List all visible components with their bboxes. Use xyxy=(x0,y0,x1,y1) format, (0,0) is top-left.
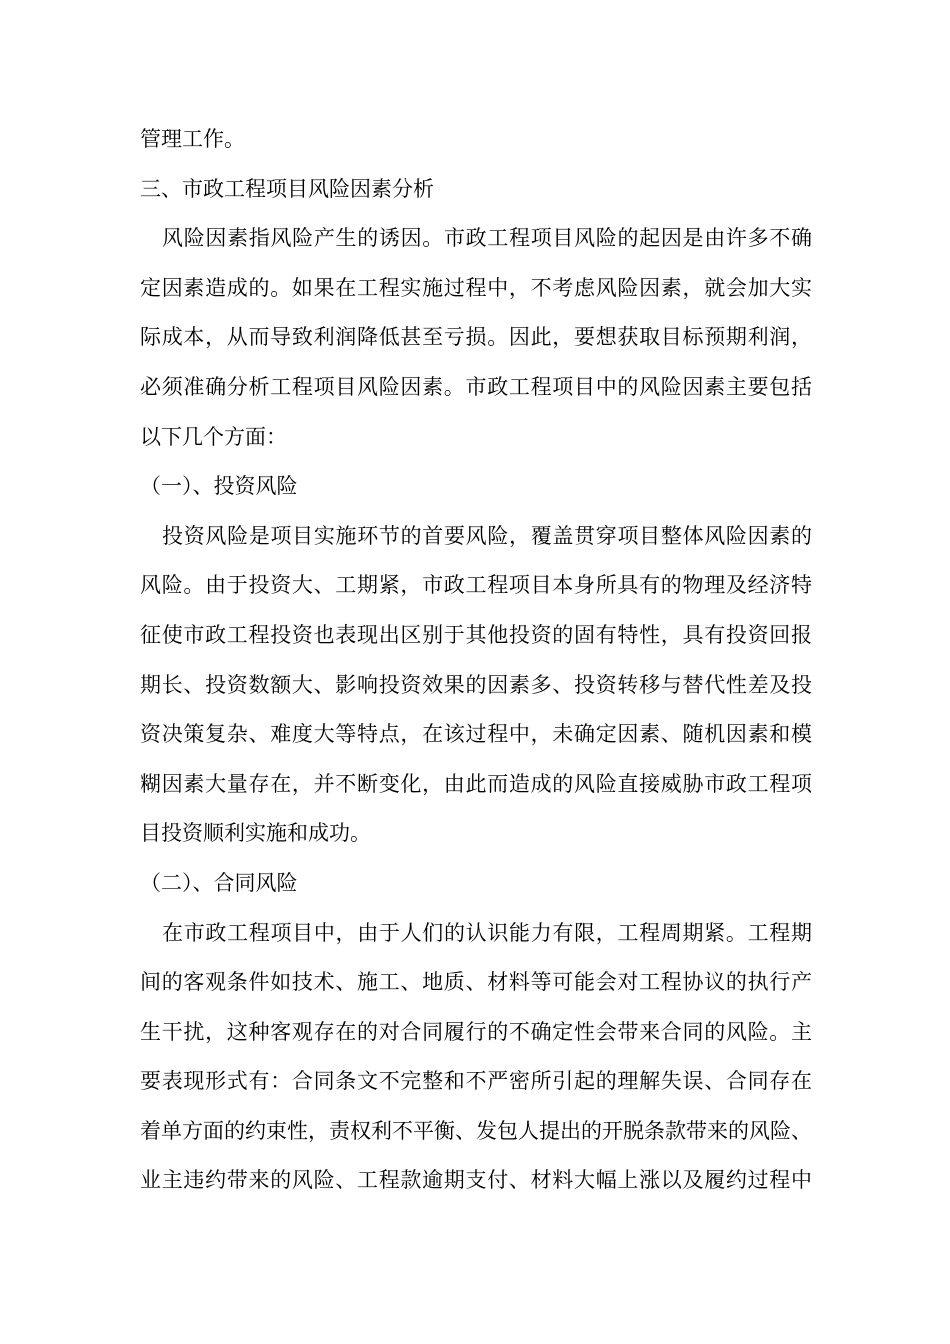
text-line: 在市政工程项目中，由于人们的认识能力有限，工程周期紧。工程期 xyxy=(162,920,812,945)
document-body xyxy=(140,115,812,1206)
text-line: 风险。由于投资大、工期紧，市政工程项目本身所具有的物理及经济特 xyxy=(140,573,812,598)
text-line: 管理工作。 xyxy=(140,127,245,151)
text-line: 风险因素指风险产生的诱因。市政工程项目风险的起因是由许多不确 xyxy=(162,226,812,251)
subsection-heading: （一）、投资风险 xyxy=(140,474,298,499)
text-line: 以下几个方面： xyxy=(140,424,287,449)
text-line: 投资风险是项目实施环节的首要风险，覆盖贯穿项目整体风险因素的 xyxy=(162,523,812,548)
text-line: 定因素造成的。如果在工程实施过程中，不考虑风险因素，就会加大实 xyxy=(140,275,812,300)
text-line: 业主违约带来的风险、工程款逾期支付、材料大幅上涨以及履约过程中 xyxy=(140,1168,812,1193)
text-line: 生干扰，这种客观存在的对合同履行的不确定性会带来合同的风险。主 xyxy=(140,1019,812,1044)
text-line: 糊因素大量存在，并不断变化，由此而造成的风险直接威胁市政工程项 xyxy=(140,771,812,796)
text-line: 际成本，从而导致利润降低甚至亏损。因此，要想获取目标预期利润， xyxy=(140,325,812,350)
text-line: 间的客观条件如技术、施工、地质、材料等可能会对工程协议的执行产 xyxy=(140,970,812,995)
text-line: 着单方面的约束性，责权利不平衡、发包人提出的开脱条款带来的风险、 xyxy=(140,1118,812,1143)
text-line: 期长、投资数额大、影响投资效果的因素多、投资转移与替代性差及投 xyxy=(140,672,812,697)
section-heading: 三、市政工程项目风险因素分析 xyxy=(140,176,434,201)
text-line: 征使市政工程投资也表现出区别于其他投资的固有特性，具有投资回报 xyxy=(140,622,812,647)
text-line: 目投资顺利实施和成功。 xyxy=(140,821,371,846)
text-line: 资决策复杂、难度大等特点，在该过程中，未确定因素、随机因素和模 xyxy=(140,722,812,747)
text-line: 要表现形式有：合同条文不完整和不严密所引起的理解失误、合同存在 xyxy=(140,1069,812,1094)
subsection-heading: （二）、合同风险 xyxy=(140,870,298,895)
text-line: 必须准确分析工程项目风险因素。市政工程项目中的风险因素主要包括 xyxy=(140,374,812,399)
